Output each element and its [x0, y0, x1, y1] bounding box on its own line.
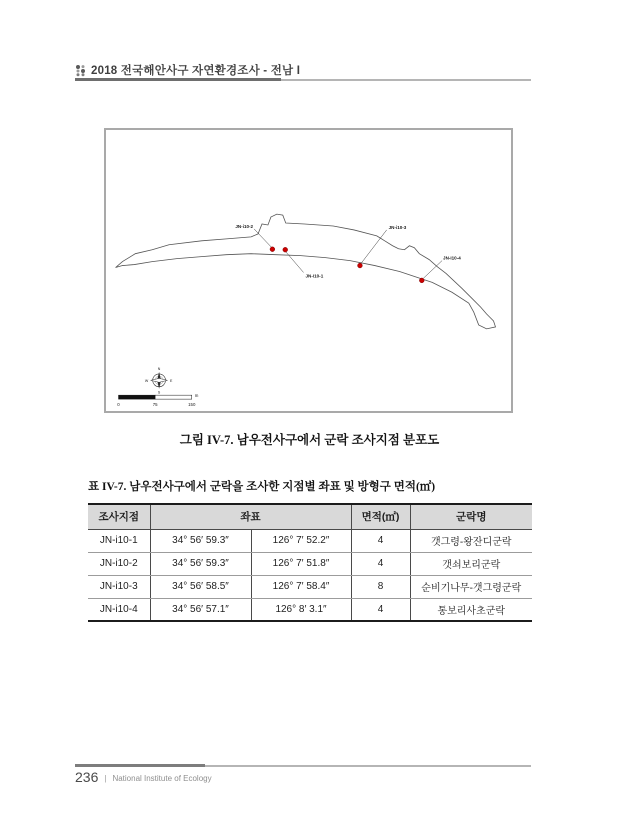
scale-unit-label: m: [194, 393, 199, 399]
compass-north-label: N: [157, 366, 161, 371]
map-label-jn-i10-3: JN-i10-3: [388, 224, 407, 230]
cell-longitude: 126° 7′ 58.4″: [251, 575, 351, 598]
cell-site: JN-i10-3: [88, 575, 150, 598]
cell-community: 통보리사초군락: [410, 598, 532, 621]
survey-point-jn-i10-3: [358, 263, 363, 268]
scale-tick-150: 150: [188, 402, 196, 408]
leader-line-jn-i10-1: [286, 252, 304, 273]
compass-east-label: E: [169, 378, 173, 383]
cell-community: 순비기나무-갯그령군락: [410, 575, 532, 598]
survey-point-jn-i10-4: [419, 278, 424, 283]
cell-latitude: 34° 56′ 57.1″: [150, 598, 251, 621]
island-outline: [116, 214, 496, 329]
cell-latitude: 34° 56′ 58.5″: [150, 575, 251, 598]
cell-community: 갯그령-왕잔디군락: [410, 529, 532, 552]
cell-area: 4: [351, 598, 410, 621]
map-label-jn-i10-4: JN-i10-4: [443, 255, 461, 261]
survey-map-figure: [104, 128, 513, 413]
scale-tick-0: 0: [117, 402, 120, 408]
cell-site: JN-i10-4: [99, 603, 138, 615]
map-label-jn-i10-1: JN-i10-1: [305, 273, 324, 279]
cell-community: 갯쇠보리군락: [410, 552, 532, 575]
table-row: [88, 529, 532, 552]
scale-tick-75: 75: [152, 402, 158, 408]
header-coordinates: 좌표: [150, 504, 351, 529]
table-row: [88, 552, 532, 575]
footer-rule-dark: [75, 764, 205, 767]
scale-bar: [117, 390, 199, 408]
footer-separator: |: [104, 773, 107, 783]
report-title: 2018 전국해안사구 자연환경조사 - 전남 I: [91, 65, 301, 77]
survey-point-jn-i10-2: [270, 247, 275, 252]
cell-longitude: 126° 8′ 3.1″: [251, 598, 351, 621]
cell-area: 4: [351, 529, 410, 552]
cell-area: 4: [351, 552, 410, 575]
footer-rule-light: [205, 765, 531, 767]
header-community: 군락명: [410, 504, 532, 529]
header-bullet-icon: [75, 64, 86, 77]
leader-line-jn-i10-2: [254, 229, 272, 248]
survey-sites-table: [88, 503, 532, 622]
table-row: [88, 575, 532, 598]
table-row: [88, 598, 532, 621]
cell-area: 8: [351, 575, 410, 598]
header-rule: [75, 78, 531, 81]
header-site: 조사지점: [88, 504, 150, 529]
compass-south-label: S: [157, 390, 161, 395]
cell-latitude: 34° 56′ 59.3″: [150, 529, 251, 552]
survey-point-jn-i10-1: [283, 247, 288, 252]
cell-site: JN-i10-2: [88, 552, 150, 575]
cell-longitude: 126° 7′ 51.8″: [251, 552, 351, 575]
footer-organization: National Institute of Ecology: [112, 773, 212, 783]
cell-longitude: 126° 7′ 52.2″: [251, 529, 351, 552]
page-header: [75, 62, 300, 78]
header-rule-light: [281, 79, 531, 81]
map-label-jn-i10-2: JN-i10-2: [235, 223, 254, 229]
page-number: 236: [75, 769, 99, 785]
page-footer: [75, 770, 212, 784]
header-rule-dark: [75, 78, 281, 81]
table-header-row: [88, 504, 532, 529]
survey-map-svg: [106, 130, 511, 411]
leader-line-jn-i10-4: [423, 261, 442, 279]
compass-west-label: W: [144, 378, 149, 383]
cell-latitude: 34° 56′ 59.3″: [150, 552, 251, 575]
table-caption: 표 IV-7. 남우전사구에서 군락을 조사한 지점별 좌표 및 방형구 면적(㎡): [88, 481, 436, 493]
header-area: 면적(㎡): [351, 504, 410, 529]
footer-rule: [75, 764, 531, 767]
cell-site: JN-i10-1: [88, 529, 150, 552]
compass-rose-icon: [145, 367, 173, 395]
figure-caption: 그림 IV-7. 남우전사구에서 군락 조사지점 분포도: [179, 433, 440, 447]
